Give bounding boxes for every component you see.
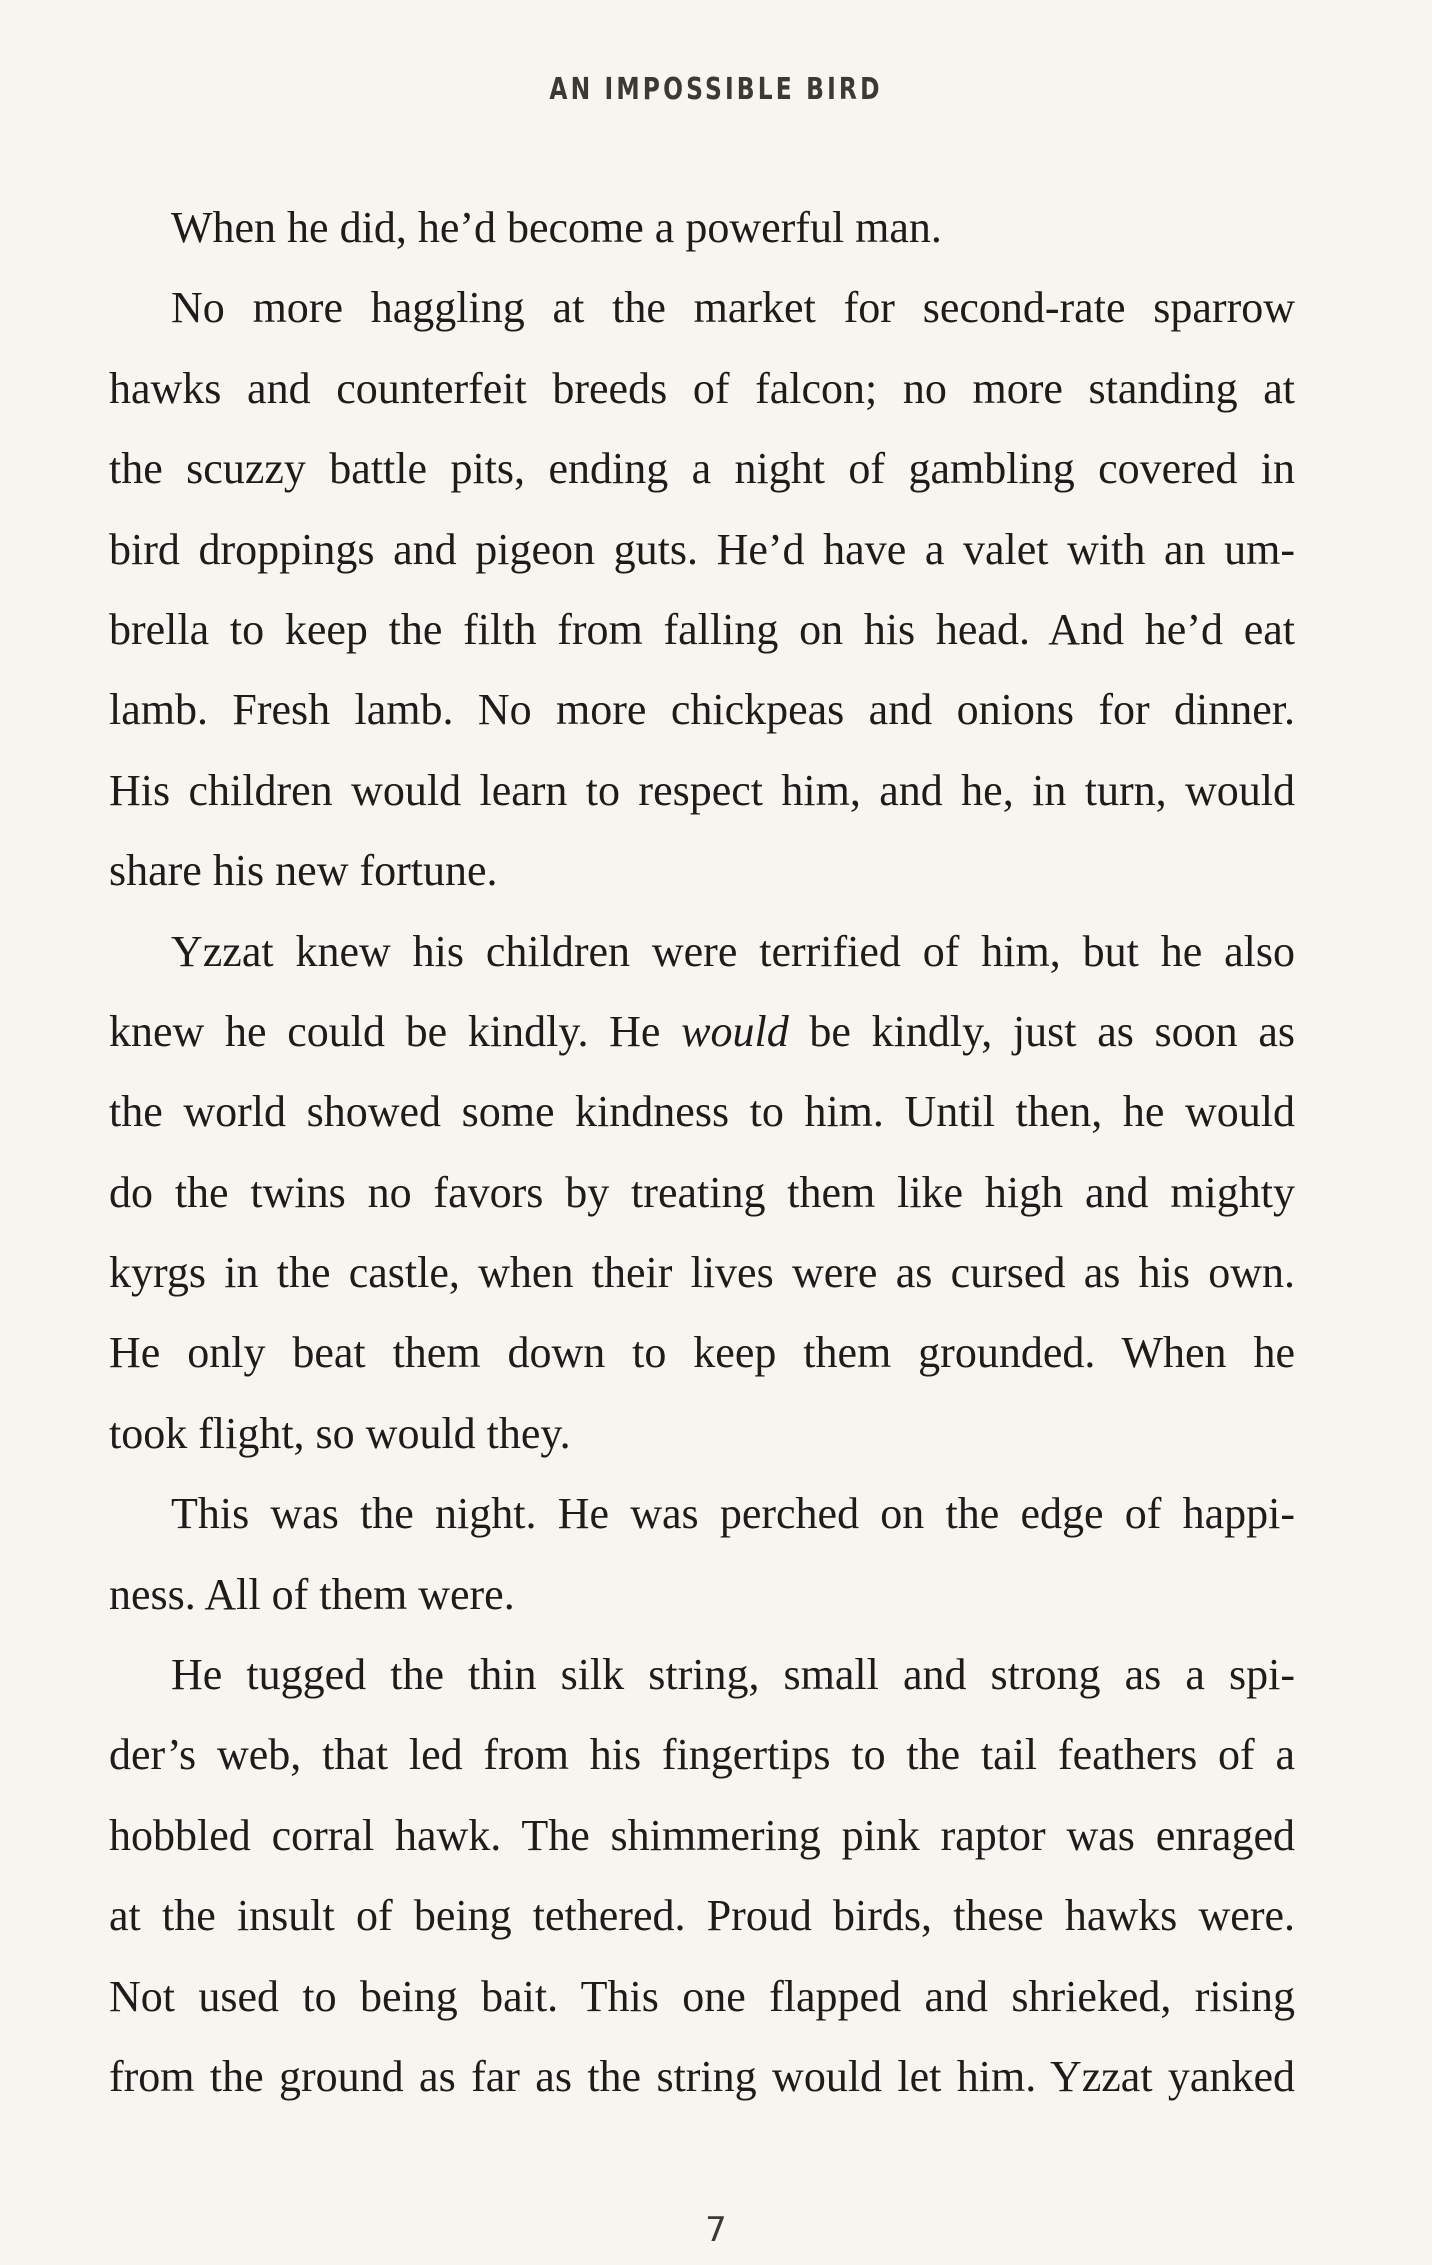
- text-line: from the ground as far as the string would let him. Yzzat yanked: [109, 2051, 1295, 2101]
- text-line: lamb. Fresh lamb. No more chickpeas and onions for dinner.: [109, 685, 1295, 735]
- text-line: bird droppings and pigeon guts. He’d have a valet with an um-: [109, 524, 1295, 574]
- text-line: ness. All of them were.: [109, 1569, 515, 1619]
- text-line: He only beat them down to keep them grounded. When he: [109, 1328, 1295, 1378]
- text-run: knew he could be kindly. He: [109, 1006, 682, 1056]
- text-line: This was the night. He was perched on the edge of happi-: [171, 1489, 1295, 1539]
- text-line: hobbled corral hawk. The shimmering pink raptor was enraged: [109, 1810, 1295, 1860]
- body-text: [109, 188, 1295, 2117]
- text-line: Yzzat knew his children were terrified of him, but he also: [171, 926, 1295, 976]
- text-line: at the insult of being tethered. Proud birds, these hawks were.: [109, 1891, 1295, 1941]
- text-line: share his new fortune.: [109, 846, 498, 896]
- text-run: be kindly, just as soon as: [788, 1006, 1295, 1056]
- text-line: the world showed some kindness to him. Until then, he would: [109, 1087, 1295, 1137]
- italic-word: would: [681, 1006, 789, 1056]
- text-line: hawks and counterfeit breeds of falcon; no more standing at: [109, 363, 1295, 413]
- text-line: do the twins no favors by treating them like high and mighty: [109, 1167, 1295, 1217]
- text-line: Not used to being bait. This one flapped and shrieked, rising: [109, 1971, 1295, 2021]
- page-number: 7: [705, 2210, 727, 2250]
- text-line: When he did, he’d become a powerful man.: [171, 203, 942, 252]
- text-line: took flight, so would they.: [109, 1408, 571, 1458]
- running-head: AN IMPOSSIBLE BIRD: [549, 72, 883, 107]
- text-line: No more haggling at the market for second-rate sparrow: [171, 283, 1295, 333]
- text-line: He tugged the thin silk string, small and strong as a spi-: [171, 1650, 1295, 1700]
- text-line: brella to keep the filth from falling on his head. And he’d eat: [109, 604, 1295, 654]
- text-line: der’s web, that led from his fingertips to the tail feathers of a: [109, 1730, 1295, 1780]
- text-line: the scuzzy battle pits, ending a night of gambling covered in: [109, 444, 1295, 494]
- text-line: His children would learn to respect him, and he, in turn, would: [109, 765, 1295, 815]
- text-line: kyrgs in the castle, when their lives were as cursed as his own.: [109, 1248, 1295, 1298]
- text-line: [109, 992, 1295, 1072]
